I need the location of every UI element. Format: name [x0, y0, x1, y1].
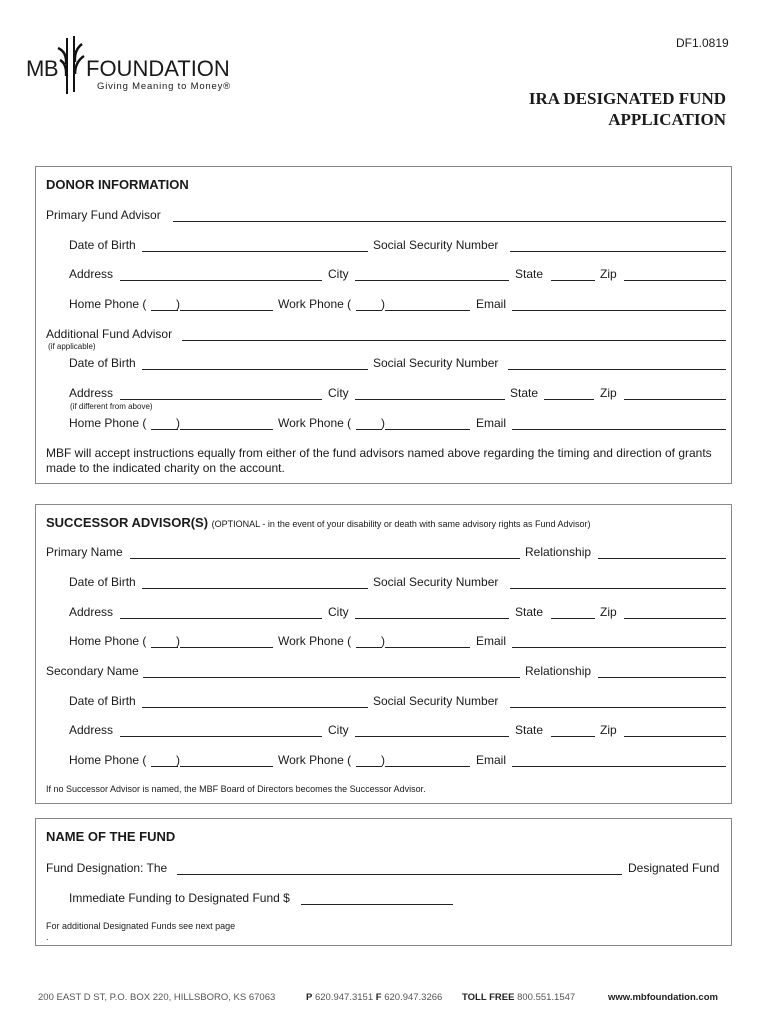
footer-tollfree-number: 800.551.1547 [517, 992, 576, 1003]
work-phone-field[interactable] [385, 310, 470, 311]
successor-note: If no Successor Advisor is named, the MBF Board of Directors becomes the Successor Advisor. [46, 784, 426, 794]
if-applicable-note: (if applicable) [48, 342, 96, 351]
primary-name-label: Primary Name [46, 545, 123, 559]
additional-state-label: State [510, 386, 539, 400]
form-title [529, 88, 726, 130]
successor-optional-note: (OPTIONAL - in the event of your disability or death with same advisory rights as Fund Advisor) [211, 519, 591, 529]
additional-home-area-code-field[interactable] [151, 429, 178, 430]
secondary-state-label: State [515, 723, 544, 737]
secondary-relationship-label: Relationship [525, 664, 592, 678]
additional-ssn-label: Social Security Number [373, 356, 499, 370]
secondary-address-field[interactable] [120, 736, 322, 737]
primary-relationship-label: Relationship [525, 545, 592, 559]
additional-dob-label: Date of Birth [69, 356, 136, 370]
immediate-funding-field[interactable] [301, 904, 453, 905]
fund-designation-label: Fund Designation: The [46, 861, 168, 875]
additional-address-row [36, 386, 733, 402]
fund-designation-row [36, 861, 733, 877]
additional-ssn-field[interactable] [508, 369, 726, 370]
footer-tollfree-label: TOLL FREE [462, 992, 515, 1003]
secondary-name-label: Secondary Name [46, 664, 139, 678]
successor-dob-ssn-row [36, 575, 733, 591]
successor-zip-label: Zip [600, 605, 617, 619]
work-phone-label: Work Phone ( [278, 297, 352, 311]
footer-phone-number: 620.947.3151 [314, 992, 374, 1003]
secondary-relationship-field[interactable] [598, 677, 726, 678]
additional-dob-field[interactable] [142, 369, 368, 370]
secondary-name-row [36, 664, 733, 680]
title-line-1: IRA DESIGNATED FUND [528, 89, 726, 108]
successor-work-paren-close: ) [381, 634, 385, 648]
footer-tollfree [462, 992, 575, 1003]
additional-zip-field[interactable] [624, 399, 726, 400]
ssn-label: Social Security Number [373, 238, 499, 252]
secondary-zip-field[interactable] [624, 736, 726, 737]
successor-home-paren-close: ) [176, 634, 180, 648]
successor-work-phone-label: Work Phone ( [278, 634, 352, 648]
additional-zip-label: Zip [600, 386, 617, 400]
additional-email-field[interactable] [512, 429, 726, 430]
successor-email-label: Email [476, 634, 507, 648]
primary-relationship-field[interactable] [598, 558, 726, 559]
successor-email-field[interactable] [512, 647, 726, 648]
donor-heading: DONOR INFORMATION [46, 177, 189, 192]
address-field[interactable] [120, 280, 322, 281]
primary-advisor-label: Primary Fund Advisor [46, 208, 161, 222]
secondary-phone-row [36, 753, 733, 769]
secondary-work-area-code-field[interactable] [356, 766, 382, 767]
state-label: State [515, 267, 544, 281]
footer-address: 200 EAST D ST, P.O. BOX 220, HILLSBORO, KS 67063 [38, 992, 276, 1003]
additional-work-area-code-field[interactable] [356, 429, 382, 430]
successor-work-area-code-field[interactable] [356, 647, 382, 648]
successor-ssn-label: Social Security Number [373, 575, 499, 589]
secondary-ssn-field[interactable] [510, 707, 726, 708]
donor-note: MBF will accept instructions equally from either of the fund advisors named above regarding the timing and direction of grants made to the indicated charity on the account. [46, 446, 712, 475]
secondary-city-label: City [328, 723, 349, 737]
email-label: Email [476, 297, 507, 311]
successor-heading [46, 515, 591, 530]
dob-ssn-row [36, 238, 733, 254]
secondary-work-phone-field[interactable] [385, 766, 470, 767]
successor-phone-row [36, 634, 733, 650]
successor-heading-text: SUCCESSOR ADVISOR(S) [46, 515, 209, 530]
additional-home-paren-close: ) [176, 416, 180, 430]
wheat-logo-icon [54, 34, 88, 96]
fund-heading: NAME OF THE FUND [46, 829, 176, 844]
primary-name-row [36, 545, 733, 561]
phone-row [36, 297, 733, 313]
footer-website: www.mbfoundation.com [608, 992, 718, 1003]
logo-tagline: Giving Meaning to Money® [97, 81, 231, 92]
immediate-funding-label: Immediate Funding to Designated Fund $ [69, 891, 290, 905]
zip-label: Zip [600, 267, 617, 281]
secondary-address-label: Address [69, 723, 114, 737]
immediate-funding-row [36, 891, 733, 907]
secondary-home-paren-close: ) [176, 753, 180, 767]
additional-address-field[interactable] [120, 399, 322, 400]
additional-dob-ssn-row [36, 356, 733, 372]
name-of-fund-section [35, 818, 732, 946]
primary-name-field[interactable] [130, 558, 520, 559]
additional-city-field[interactable] [355, 399, 505, 400]
additional-home-phone-label: Home Phone ( [69, 416, 147, 430]
dob-label: Date of Birth [69, 238, 136, 252]
successor-home-phone-field[interactable] [180, 647, 273, 648]
secondary-name-field[interactable] [143, 677, 520, 678]
successor-dob-label: Date of Birth [69, 575, 136, 589]
additional-email-label: Email [476, 416, 507, 430]
successor-zip-field[interactable] [624, 618, 726, 619]
ssn-field[interactable] [510, 251, 726, 252]
logo-mb-text: MB [26, 56, 58, 81]
home-phone-field[interactable] [180, 310, 273, 311]
additional-state-field[interactable] [544, 399, 594, 400]
zip-field[interactable] [624, 280, 726, 281]
email-field[interactable] [512, 310, 726, 311]
primary-advisor-field[interactable] [173, 221, 726, 222]
document-id: DF1.0819 [676, 36, 729, 50]
successor-home-area-code-field[interactable] [151, 647, 178, 648]
designated-fund-label: Designated Fund [628, 861, 720, 875]
fund-note: For additional Designated Funds see next page [46, 921, 236, 931]
additional-work-paren-close: ) [381, 416, 385, 430]
successor-home-phone-label: Home Phone ( [69, 634, 147, 648]
additional-phone-row [36, 416, 733, 432]
successor-advisor-section [35, 504, 732, 804]
dob-field[interactable] [142, 251, 368, 252]
additional-home-phone-field[interactable] [180, 429, 273, 430]
successor-dob-field[interactable] [142, 588, 368, 589]
secondary-dob-label: Date of Birth [69, 694, 136, 708]
additional-address-label: Address [69, 386, 114, 400]
successor-city-label: City [328, 605, 349, 619]
address-label: Address [69, 267, 114, 281]
successor-city-field[interactable] [355, 618, 509, 619]
secondary-work-paren-close: ) [381, 753, 385, 767]
city-label: City [328, 267, 349, 281]
successor-work-phone-field[interactable] [385, 647, 470, 648]
work-area-code-field[interactable] [356, 310, 382, 311]
successor-address-label: Address [69, 605, 114, 619]
address-row [36, 267, 733, 283]
secondary-address-row [36, 723, 733, 739]
home-phone-label: Home Phone ( [69, 297, 147, 311]
secondary-dob-field[interactable] [142, 707, 368, 708]
successor-address-field[interactable] [120, 618, 322, 619]
logo-foundation-text: FOUNDATION [86, 56, 230, 81]
footer-fax-label: F [375, 992, 382, 1003]
secondary-home-phone-label: Home Phone ( [69, 753, 147, 767]
secondary-email-field[interactable] [512, 766, 726, 767]
mbf-logo [24, 34, 264, 96]
secondary-email-label: Email [476, 753, 507, 767]
additional-advisor-row [36, 327, 733, 343]
footer-phone [306, 992, 442, 1003]
successor-state-label: State [515, 605, 544, 619]
donor-information-section [35, 166, 732, 484]
fund-designation-field[interactable] [177, 874, 622, 875]
additional-advisor-label: Additional Fund Advisor [46, 327, 173, 341]
title-line-2: APPLICATION [608, 110, 726, 129]
primary-advisor-row [36, 208, 733, 224]
secondary-state-field[interactable] [551, 736, 595, 737]
successor-address-row [36, 605, 733, 621]
secondary-dob-ssn-row [36, 694, 733, 710]
secondary-zip-label: Zip [600, 723, 617, 737]
state-field[interactable] [551, 280, 595, 281]
fund-note-dot: . [46, 932, 49, 942]
secondary-home-phone-field[interactable] [180, 766, 273, 767]
secondary-home-area-code-field[interactable] [151, 766, 178, 767]
secondary-city-field[interactable] [355, 736, 509, 737]
additional-work-phone-field[interactable] [385, 429, 470, 430]
work-paren-close: ) [381, 297, 385, 311]
successor-ssn-field[interactable] [510, 588, 726, 589]
additional-work-phone-label: Work Phone ( [278, 416, 352, 430]
footer-fax-number: 620.947.3266 [384, 992, 443, 1003]
secondary-work-phone-label: Work Phone ( [278, 753, 352, 767]
home-area-code-field[interactable] [151, 310, 178, 311]
successor-state-field[interactable] [551, 618, 595, 619]
footer-website-link[interactable] [608, 992, 718, 1003]
if-different-note: (if different from above) [70, 402, 153, 411]
footer-phone-label: P [306, 992, 313, 1003]
secondary-ssn-label: Social Security Number [373, 694, 499, 708]
additional-advisor-field[interactable] [182, 340, 726, 341]
city-field[interactable] [355, 280, 509, 281]
home-paren-close: ) [176, 297, 180, 311]
additional-city-label: City [328, 386, 349, 400]
